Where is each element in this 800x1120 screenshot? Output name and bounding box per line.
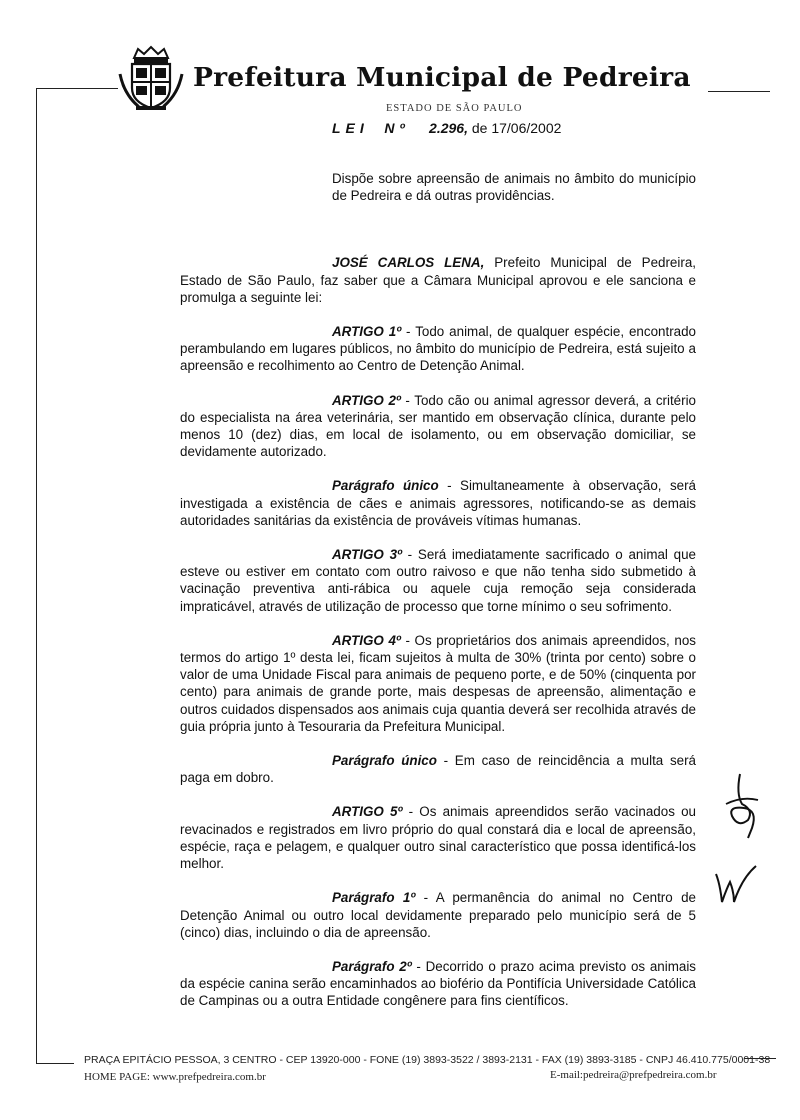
footer-homepage — [84, 1071, 266, 1083]
article-4-paragraph — [180, 752, 696, 786]
article-text: - Os animais apreendidos serão vacinados ou revacinados e registrados em livro próprio do qual constará dia e local de apreensão, espécie, raça e pelagem, e qualquer outro sinal característico que possa identificá-los melhor. — [180, 804, 696, 872]
article-label: ARTIGO 4º — [332, 632, 401, 648]
paragraph-text: - A permanência do animal no Centro de Detenção Animal ou outro local devidamente preparado pelo município será de 5 (cinco) dias, incluindo o dia de apreensão. — [180, 890, 696, 940]
paragraph-label: Parágrafo único — [332, 753, 437, 769]
article-5 — [180, 803, 696, 872]
article-2-paragraph — [180, 477, 696, 529]
law-word: LEI — [332, 120, 369, 136]
law-number: 2.296, — [429, 120, 468, 136]
paragraph-text: - Decorrido o prazo acima previsto os animais da espécie canina serão encaminhados ao biofério da Pontifícia Universidade Católica de Campinas ou a outra Entidade congênere para fins científicos. — [180, 958, 696, 1009]
law-body — [180, 170, 696, 1027]
footer-address: PRAÇA EPITÁCIO PESSOA, 3 CENTRO - CEP 13920-000 - FONE (19) 3893-3522 / 3893-2131 - FAX (19) 3893-3185 - CNPJ 46.410.775/0001-38 — [84, 1054, 771, 1066]
homepage-url[interactable]: www.prefpedreira.com.br — [152, 1071, 266, 1083]
article-label: ARTIGO 3º — [332, 547, 402, 563]
article-text: - Todo cão ou animal agressor deverá, a critério do especialista na área veterinária, ser mantido em observação clínica, durante pelo menos 10 (dez) dias, em local de isolamento, ou em observação domiciliar, se devidamente autorizado. — [180, 392, 696, 460]
preamble-text: Prefeito Municipal de Pedreira, Estado de São Paulo, faz saber que a Câmara Municipal aprovou e ele sanciona e promulga a seguinte lei: — [180, 255, 696, 305]
article-4 — [180, 632, 696, 735]
page-frame-top-left — [36, 88, 118, 89]
law-no-label: Nº — [384, 120, 410, 136]
paragraph-label: Parágrafo único — [332, 478, 439, 494]
page-title: Prefeitura Municipal de Pedreira — [193, 62, 691, 93]
page-frame-left — [36, 88, 37, 1063]
signature-mark-icon — [712, 862, 758, 908]
article-label: ARTIGO 1º — [332, 324, 402, 340]
article-text: - Todo animal, de qualquer espécie, encontrado perambulando em lugares públicos, no âmbito do município de Pedreira, está sujeito a apreensão e recolhimento ao Centro de Detenção Animal. — [180, 324, 696, 374]
article-label: ARTIGO 2º — [332, 392, 401, 408]
article-3 — [180, 546, 696, 615]
article-2 — [180, 392, 696, 461]
paragraph-label: Parágrafo 2º — [332, 958, 412, 974]
article-1 — [180, 323, 696, 375]
homepage-label: HOME PAGE: — [84, 1071, 150, 1083]
mayor-name: JOSÉ CARLOS LENA, — [332, 255, 485, 271]
law-heading — [332, 120, 561, 136]
article-5-paragraph-2 — [180, 958, 696, 1010]
state-subtitle: ESTADO DE SÃO PAULO — [386, 103, 523, 114]
paragraph-label: Parágrafo 1º — [332, 890, 416, 906]
signature-initials-icon — [718, 770, 768, 840]
paragraph-text: - Em caso de reincidência a multa será paga em dobro. — [180, 753, 696, 786]
ementa: Dispõe sobre apreensão de animais no âmbito do município de Pedreira e dá outras providências. — [332, 171, 696, 204]
article-5-paragraph-1 — [180, 889, 696, 941]
article-label: ARTIGO 5º — [332, 804, 403, 820]
coat-of-arms-icon — [116, 44, 186, 112]
page-frame-bottom-left — [36, 1063, 74, 1064]
law-date: de 17/06/2002 — [471, 120, 562, 136]
footer-email[interactable]: E-mail:pedreira@prefpedreira.com.br — [550, 1069, 717, 1081]
paragraph-text: - Simultaneamente à observação, será investigada a existência de cães e animais agressores, notificando-se as demais autoridades sanitárias da existência de prováveis vítimas humanas. — [180, 478, 696, 528]
article-text: - Será imediatamente sacrificado o animal que esteve ou estiver em contato com outro raivoso e que não tenha sido submetido à vacinação preventiva anti-rábica ou aquele cuja remoção seja considerada impraticável, através de utilização de processo que torne mínimo o seu sofrimento. — [180, 547, 696, 614]
article-text: - Os proprietários dos animais apreendidos, nos termos do artigo 1º desta lei, ficam sujeitos à multa de 30% (trinta por cento) sobre o valor de uma Unidade Fiscal para animais de pequeno porte, e de 50% (cinquenta por cento) para animais de grande porte, mais despesas de apreensão, alimentação e outros cuidados dispensados aos animais cuja quantia deverá ser recolhida através de guia própria junto à Tesouraria da Prefeitura Municipal. — [180, 632, 696, 734]
page-frame-top-right — [708, 91, 770, 92]
preamble — [180, 254, 696, 306]
